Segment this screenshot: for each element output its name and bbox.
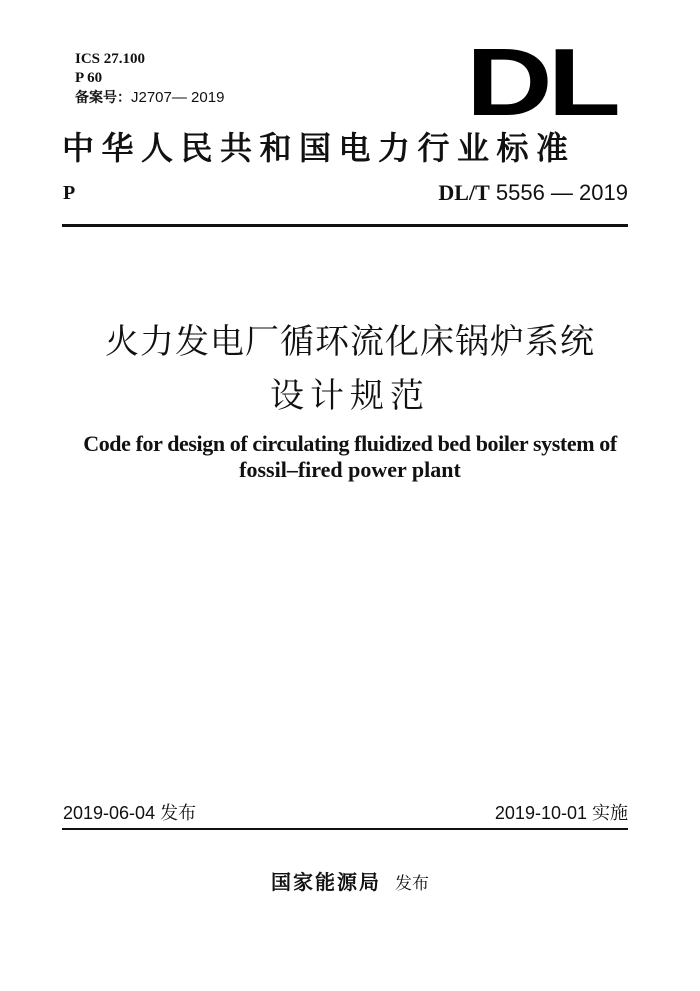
publisher xyxy=(0,866,700,895)
bottom-divider xyxy=(62,828,628,830)
issue-date-value: 2019-06-04 xyxy=(63,803,156,823)
standard-category-title: 中华人民共和国电力行业标准 xyxy=(62,129,576,167)
effective-date-label: 实施 xyxy=(592,803,628,824)
issue-date-label: 发布 xyxy=(160,803,197,824)
standard-number-prefix: DL/T xyxy=(438,180,490,205)
english-title-line-2: fossil–fired power plant xyxy=(239,457,461,482)
standard-number xyxy=(438,180,628,206)
header-meta xyxy=(75,50,224,108)
effective-date-value: 2019-10-01 xyxy=(494,803,587,823)
standard-class-letter: P xyxy=(63,182,76,204)
publisher-action: 发布 xyxy=(395,874,429,894)
dl-logo: DL xyxy=(466,29,616,136)
filing-label: 备案号： xyxy=(75,90,131,106)
classification-code: P 60 xyxy=(75,70,103,86)
effective-date xyxy=(495,799,628,825)
chinese-title-line-2: 设计规范 xyxy=(270,376,430,416)
standard-number-rest: 5556 — 2019 xyxy=(489,180,628,205)
chinese-title-line-1: 火力发电厂循环流化床锅炉系统 xyxy=(105,322,595,362)
top-divider xyxy=(62,224,628,227)
issue-date xyxy=(63,799,196,825)
english-title-line-1: Code for design of circulating fluidized bed boiler system of xyxy=(83,431,617,456)
filing-number-value: J2707— 2019 xyxy=(131,89,225,106)
filing-number xyxy=(75,88,224,108)
publisher-organization: 国家能源局 xyxy=(271,870,381,894)
ics-code: ICS 27.100 xyxy=(75,51,146,67)
